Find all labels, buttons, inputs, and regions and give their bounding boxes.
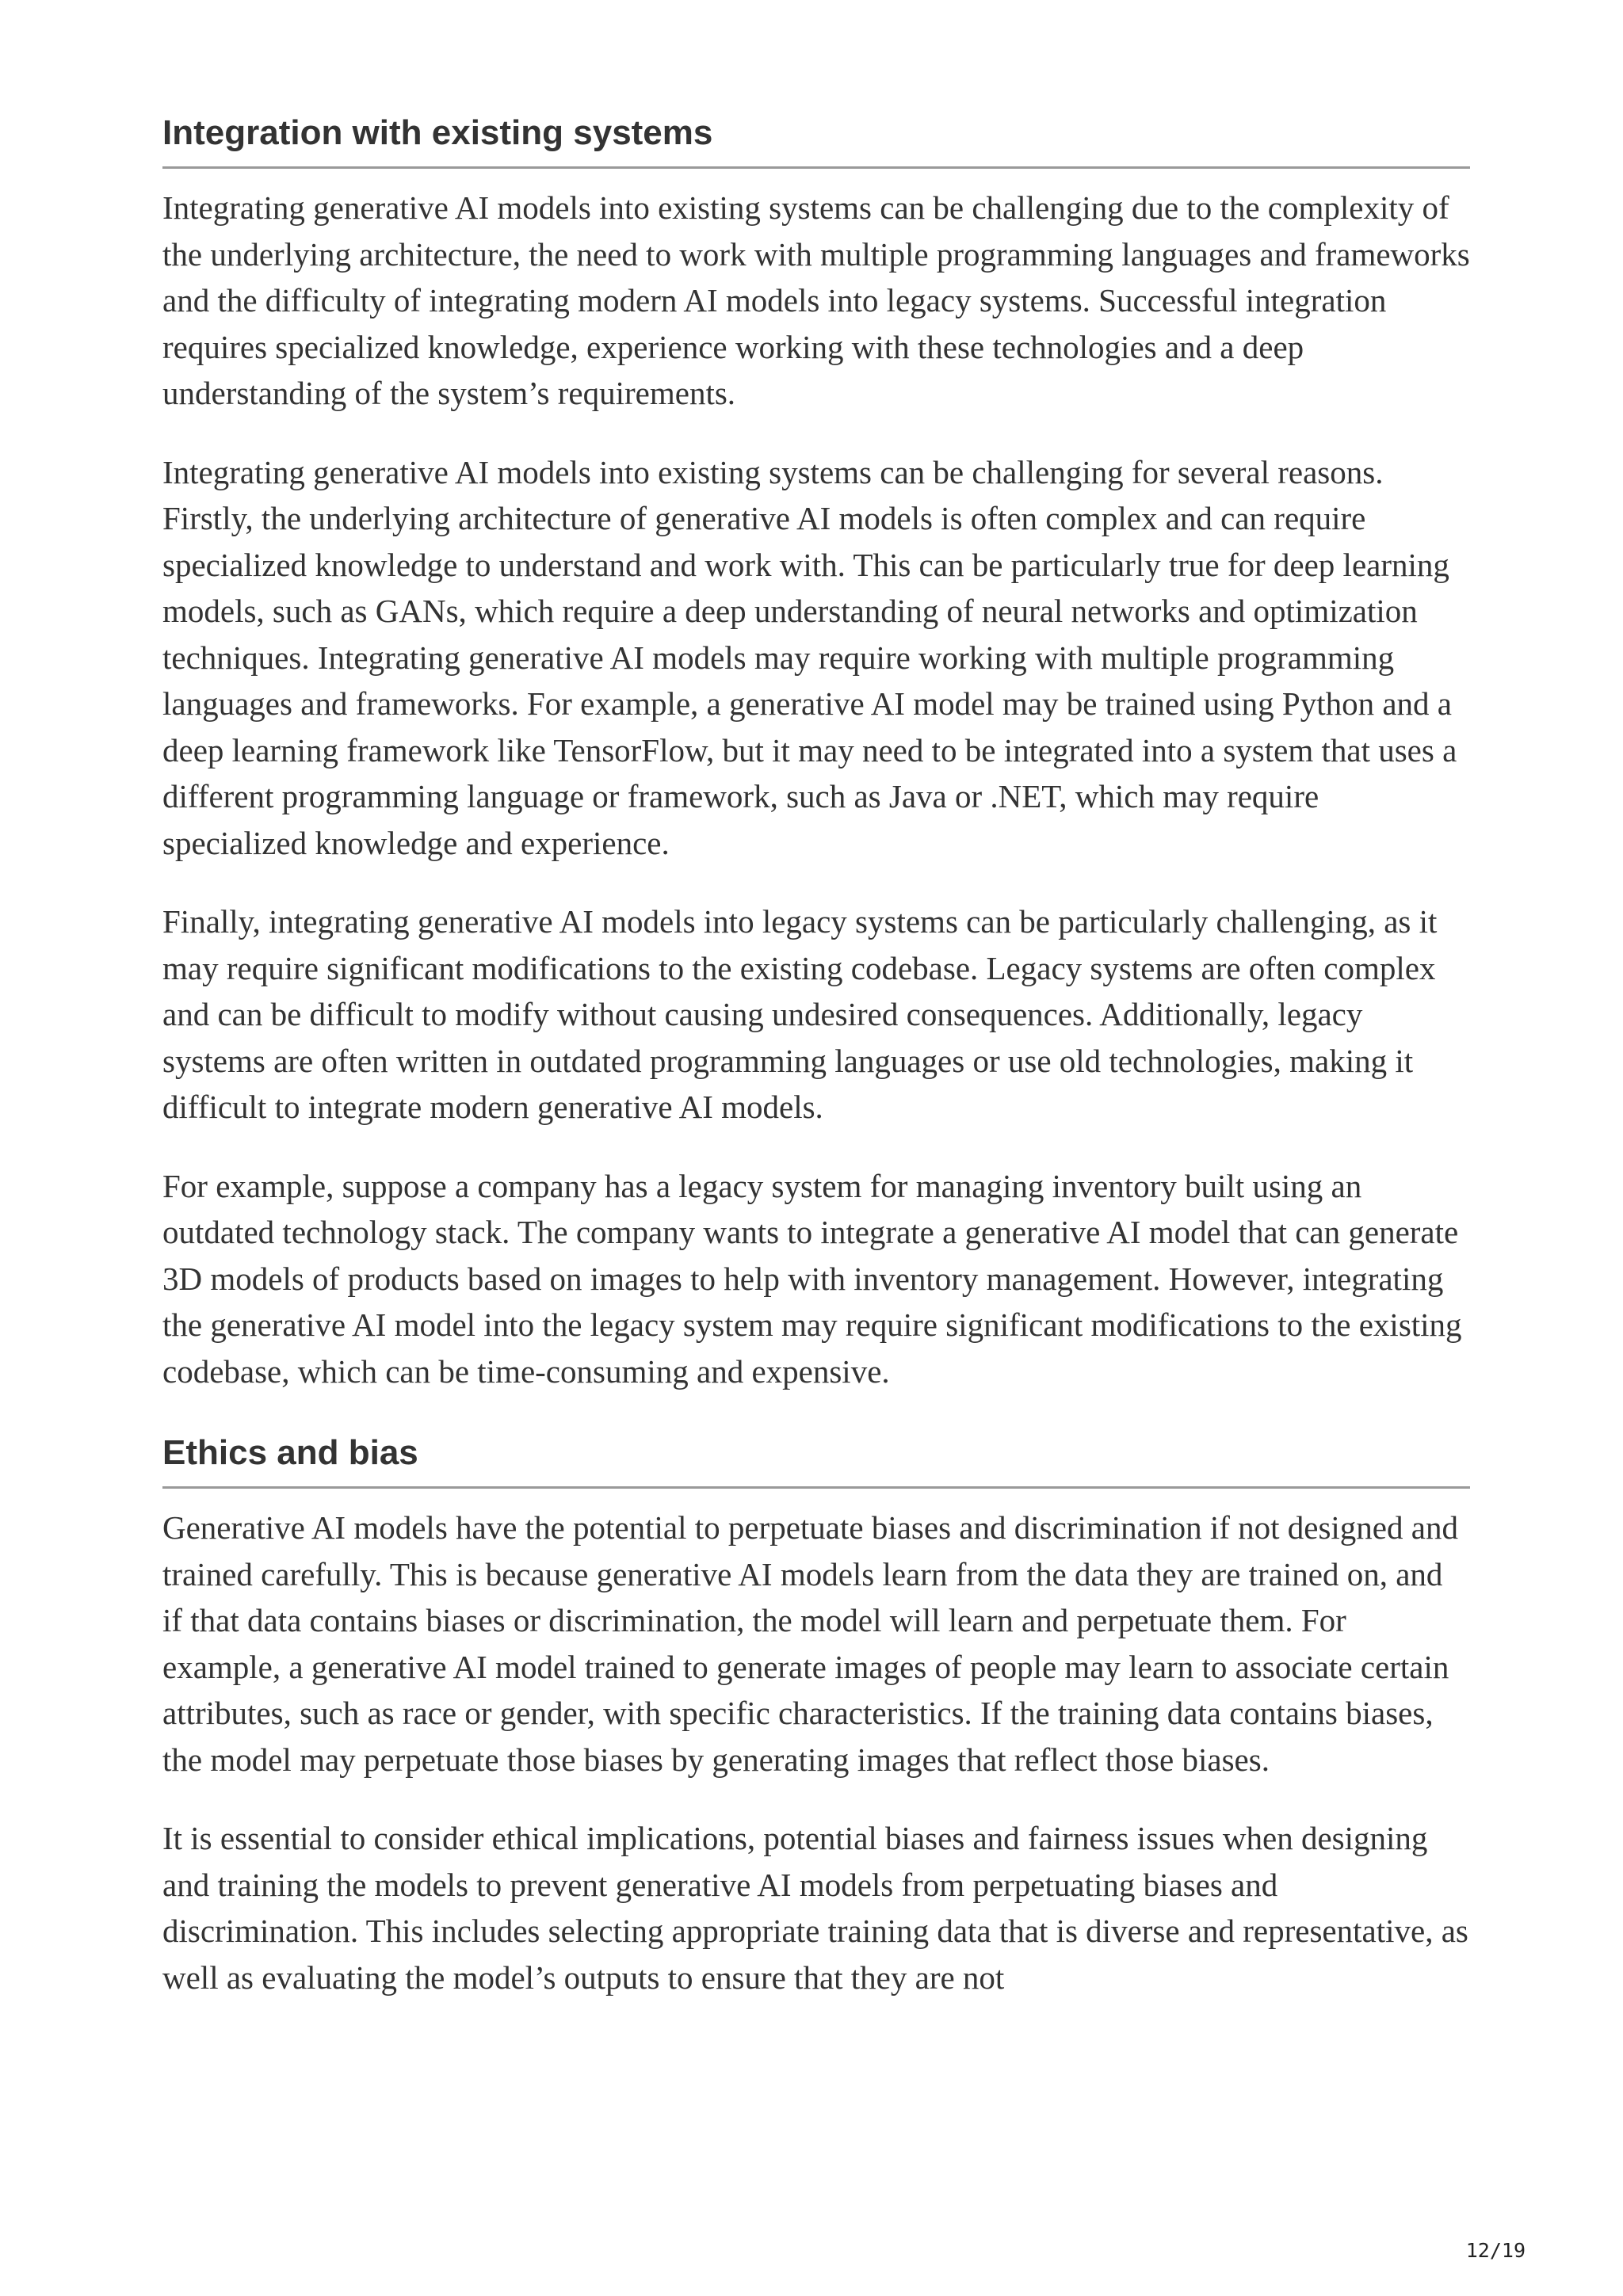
section-heading-integration: Integration with existing systems	[162, 109, 1470, 169]
paragraph: It is essential to consider ethical implications, potential biases and fairness issues when designing and training the models to prevent generative AI models from perpetuating biases and discrimination. This includes selecting appropriate training data that is diverse and representative, as well as evaluating the model’s outputs to ensure that they are not	[162, 1820, 1468, 1996]
page-number: 12/19	[1465, 2239, 1526, 2262]
paragraph: Integrating generative AI models into existing systems can be challenging for several reasons. Firstly, the underlying architecture of generative AI models is often complex and can require specialized knowledge to understand and work with. This can be particularly true for deep learning models, such as GANs, which require a deep understanding of neural networks and optimization techniques. Integrating generative AI models may require working with multiple programming languages and frameworks. For example, a generative AI model may be trained using Python and a deep learning framework like TensorFlow, but it may need to be integrated into a system that uses a different programming language or framework, such as Java or .NET, which may require specialized knowledge and experience.	[162, 453, 1457, 861]
document-page	[162, 109, 1470, 2000]
section-heading-ethics: Ethics and bias	[162, 1429, 1470, 1489]
paragraph: Finally, integrating generative AI models into legacy systems can be particularly challenging, as it may require significant modifications to the existing codebase. Legacy systems are often complex and can be difficult to modify without causing undesired consequences. Additionally, legacy systems are often written in outdated programming languages or use old technologies, making it difficult to integrate modern generative AI models.	[162, 903, 1438, 1125]
paragraph: Integrating generative AI models into existing systems can be challenging due to the complexity of the underlying architecture, the need to work with multiple programming languages and frameworks and the difficulty of integrating modern AI models into legacy systems. Successful integration requires specialized knowledge, experience working with these technologies and a deep understanding of the system’s requirements.	[162, 189, 1470, 411]
paragraph: Generative AI models have the potential to perpetuate biases and discrimination if not designed and trained carefully. This is because generative AI models learn from the data they are trained on, and if that data contains biases or discrimination, the model will learn and perpetuate them. For example, a generative AI model trained to generate images of people may learn to associate certain attributes, such as race or gender, with specific characteristics. If the training data contains biases, the model may perpetuate those biases by generating images that reflect those biases.	[162, 1509, 1458, 1778]
paragraph: For example, suppose a company has a legacy system for managing inventory built using an outdated technology stack. The company wants to integrate a generative AI model that can generate 3D models of products based on images to help with inventory management. However, integrating the generative AI model into the legacy system may require significant modifications to the existing codebase, which can be time-consuming and expensive.	[162, 1167, 1462, 1390]
